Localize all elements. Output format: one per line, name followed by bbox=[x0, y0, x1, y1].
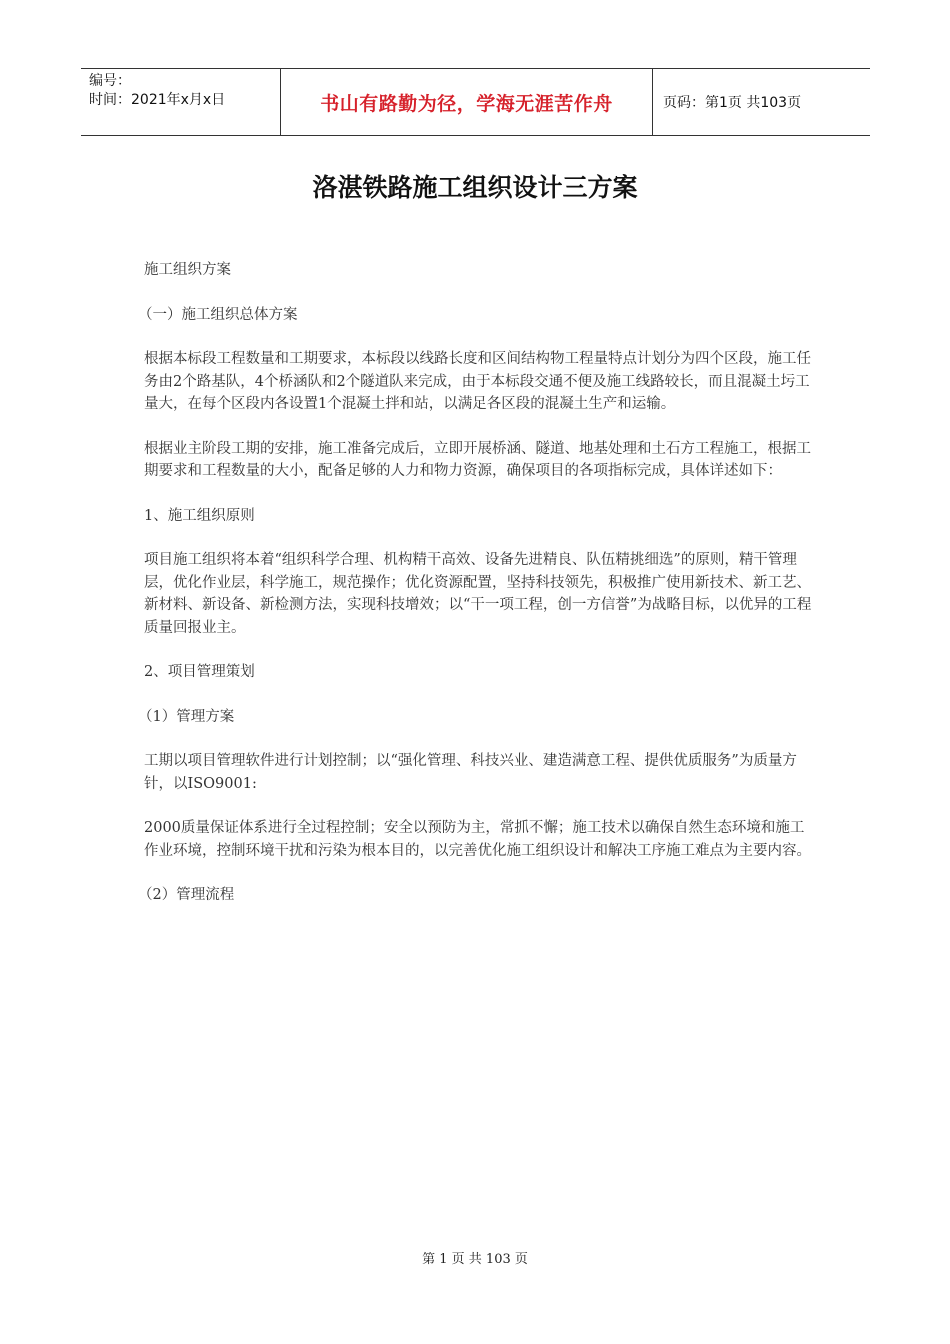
document-time-label: 时间：2021年x月x日 bbox=[89, 92, 226, 108]
section-heading: （1）管理方案 bbox=[138, 708, 235, 725]
section-heading: 施工组织方案 bbox=[144, 262, 231, 278]
document-body bbox=[138, 259, 816, 929]
section-heading: （一）施工组织总体方案 bbox=[138, 306, 298, 323]
body-paragraph: 根据业主阶段工期的安排，施工准备完成后，立即开展桥涵、隧道、地基处理和土石方工程施工，根据工期要求和工程数量的大小，配备足够的人力和物力资源，确保项目的各项指标完成，具体详述如下： bbox=[144, 440, 811, 479]
document-title: 洛湛铁路施工组织设计三方案 bbox=[312, 173, 638, 202]
body-paragraph: 工期以项目管理软件进行计划控制；以“强化管理、科技兴业、建造满意工程、提供优质服务”为质量方针，以ISO9001: bbox=[144, 753, 797, 792]
section-heading: （2）管理流程 bbox=[138, 887, 235, 903]
section-heading: 1、施工组织原则 bbox=[144, 507, 255, 524]
header-motto: 书山有路勤为径，学海无涯苦作舟 bbox=[281, 69, 653, 135]
document-number-label: 编号： bbox=[89, 73, 131, 89]
body-paragraph: 2000质量保证体系进行全过程控制；安全以预防为主，常抓不懈；施工技术以确保自然生态环境和施工作业环境，控制环境干扰和污染为根本目的，以完善优化施工组织设计和解决工序施工难点为主要内容。 bbox=[144, 820, 811, 859]
header-left-cell bbox=[81, 69, 281, 135]
header-table bbox=[81, 68, 870, 136]
body-paragraph: 根据本标段工程数量和工期要求，本标段以线路长度和区间结构物工程量特点计划分为四个区段，施工任务由2个路基队，4个桥涵队和2个隧道队来完成，由于本标段交通不便及施工线路较长，而且混凝土圬工量大，在每个区段内各设置1个混凝土拌和站，以满足各区段的混凝土生产和运输。 bbox=[144, 351, 811, 412]
header-page-info: 页码：第1页 共103页 bbox=[663, 95, 802, 111]
body-paragraph: 项目施工组织将本着“组织科学合理、机构精干高效、设备先进精良、队伍精挑细选”的原则，精干管理层，优化作业层，科学施工，规范操作；优化资源配置，坚持科技领先，积极推广使用新技术、新工艺、新材料、新设备、新检测方法，实现科技增效；以“干一项工程，创一方信誉”为战略目标，以优异的工程质量回报业主。 bbox=[144, 552, 812, 636]
section-heading: 2、项目管理策划 bbox=[144, 664, 255, 680]
page-footer: 第 1 页 共 103 页 bbox=[422, 1252, 528, 1267]
